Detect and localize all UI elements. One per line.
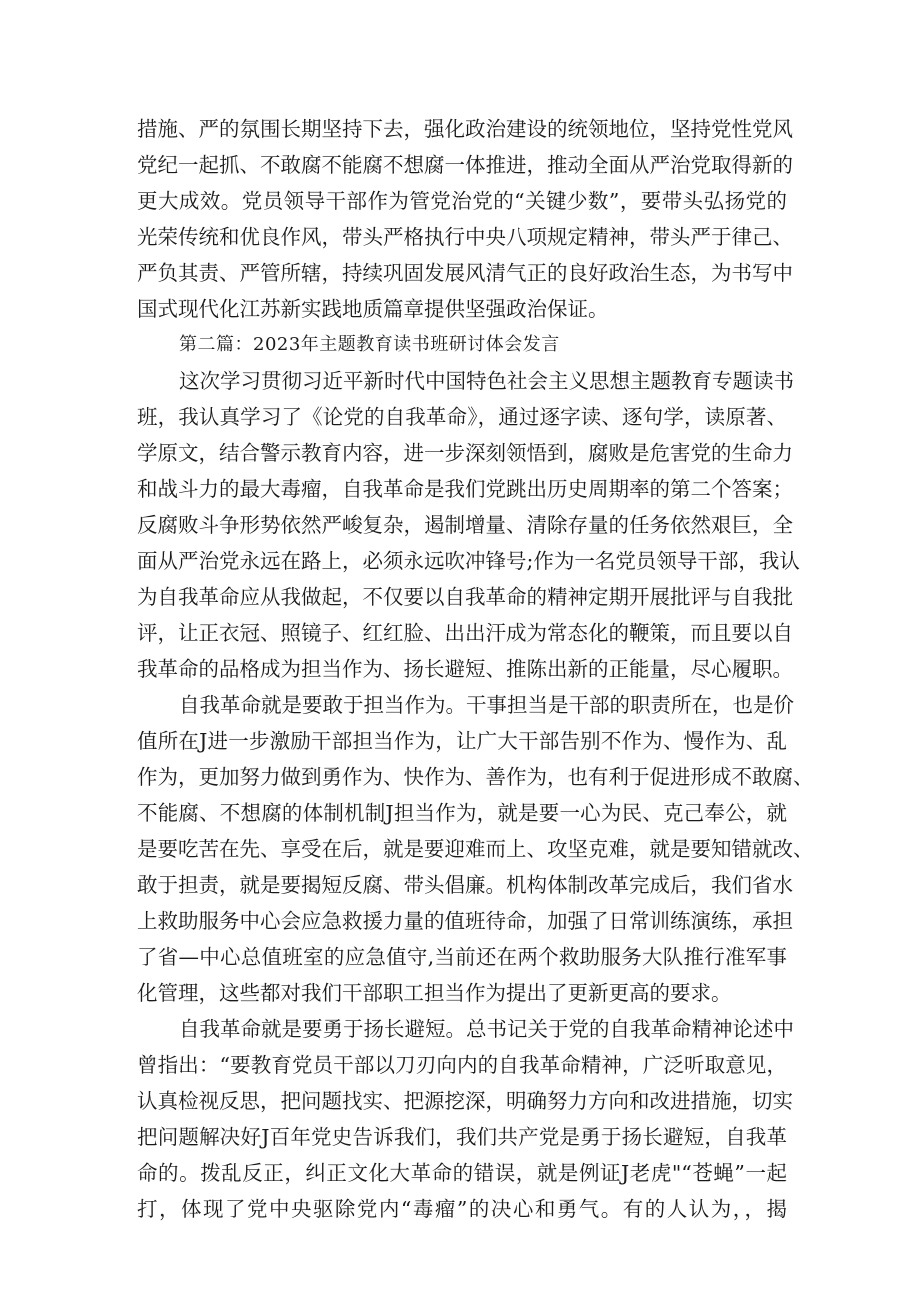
text-line: 打，体现了党中央驱除党内“毒瘤”的决心和勇气。有的人认为，，揭 [137, 1197, 787, 1221]
text-line: 更大成效。党员领导干部作为管党治党的“关键少数”，要带头弘扬党的 [137, 189, 787, 213]
text-line: 这次学习贯彻习近平新时代中国特色社会主义思想主题教育专题读书 [179, 369, 794, 393]
text-line: 认真检视反思，把问题找实、把源挖深，明确努力方向和改进措施，切实 [137, 1089, 793, 1113]
text-line: 了省—中心总值班室的应急值守,当前还在两个救助服务大队推行准军事 [137, 945, 787, 969]
text-line: 命的。拨乱反正，纠正文化大革命的错误，就是例证J老虎"“苍蝇”一起 [137, 1161, 787, 1185]
text-line: 和战斗力的最大毒瘤，自我革命是我们党跳出历史周期率的第二个答案； [137, 477, 793, 501]
text-line: 为自我革命应从我做起，不仅要以自我革命的精神定期开展批评与自我批 [137, 585, 793, 609]
text-line: 作为，更加努力做到勇作为、快作为、善作为，也有利于促进形成不敢腐、 [137, 765, 814, 789]
text-line: 是要吃苦在先、享受在后，就是要迎难而上、攻坚克难，就是要知错就改、 [137, 837, 814, 861]
text-line: 曾指出：“要教育党员干部以刀刃向内的自我革命精神，广泛听取意见， [137, 1053, 787, 1077]
text-line: 党纪一起抓、不敢腐不能腐不想腐一体推进，推动全面从严治党取得新的 [137, 153, 793, 177]
text-line: 敢于担责，就是要揭短反腐、带头倡廉。机构体制改革完成后，我们省水 [137, 873, 793, 897]
text-line: 评，让正衣冠、照镜子、红红脸、出出汗成为常态化的鞭策，而且要以自 [137, 621, 793, 645]
text-line: 措施、严的氛围长期坚持下去，强化政治建设的统领地位，坚持党性党风 [137, 117, 793, 141]
text-line: 自我革命就是要敢于担当作为。干事担当是干部的职责所在，也是价 [179, 693, 794, 717]
text-line: 不能腐、不想腐的体制机制J担当作为，就是要一心为民、克己奉公，就 [137, 801, 787, 825]
text-line: 学原文，结合警示教育内容，进一步深刻领悟到，腐败是危害党的生命力 [137, 441, 793, 465]
text-line: 化管理，这些都对我们干部职工担当作为提出了更新更高的要求。 [137, 981, 732, 1005]
text-line: 把问题解决好J百年党史告诉我们，我们共产党是勇于扬长避短，自我革 [137, 1125, 787, 1149]
text-line: 面从严治党永远在路上，必须永远吹冲锋号;作为一名党员领导干部，我认 [137, 549, 800, 573]
text-line: 班，我认真学习了《论党的自我革命》，通过逐字读、逐句学，读原著、 [137, 405, 787, 429]
text-line: 严负其责、严管所辖，持续巩固发展风清气正的良好政治生态，为书写中 [137, 261, 793, 285]
text-line: 光荣传统和优良作风，带头严格执行中央八项规定精神，带头严于律己、 [137, 225, 793, 249]
text-line: 国式现代化江苏新实践地质篇章提供坚强政治保证。 [137, 297, 609, 321]
section-heading: 第二篇：2023年主题教育读书班研讨体会发言 [179, 334, 560, 355]
text-line: 我革命的品格成为担当作为、扬长避短、推陈出新的正能量，尽心履职。 [137, 657, 793, 681]
text-line: 值所在J进一步激励干部担当作为，让广大干部告别不作为、慢作为、乱 [137, 729, 787, 753]
text-line: 反腐败斗争形势依然严峻复杂，遏制增量、清除存量的任务依然艰巨，全 [137, 513, 793, 537]
text-line: 自我革命就是要勇于扬长避短。总书记关于党的自我革命精神论述中 [179, 1017, 794, 1041]
text-line: 上救助服务中心会应急救援力量的值班待命，加强了日常训练演练，承担 [137, 909, 793, 933]
